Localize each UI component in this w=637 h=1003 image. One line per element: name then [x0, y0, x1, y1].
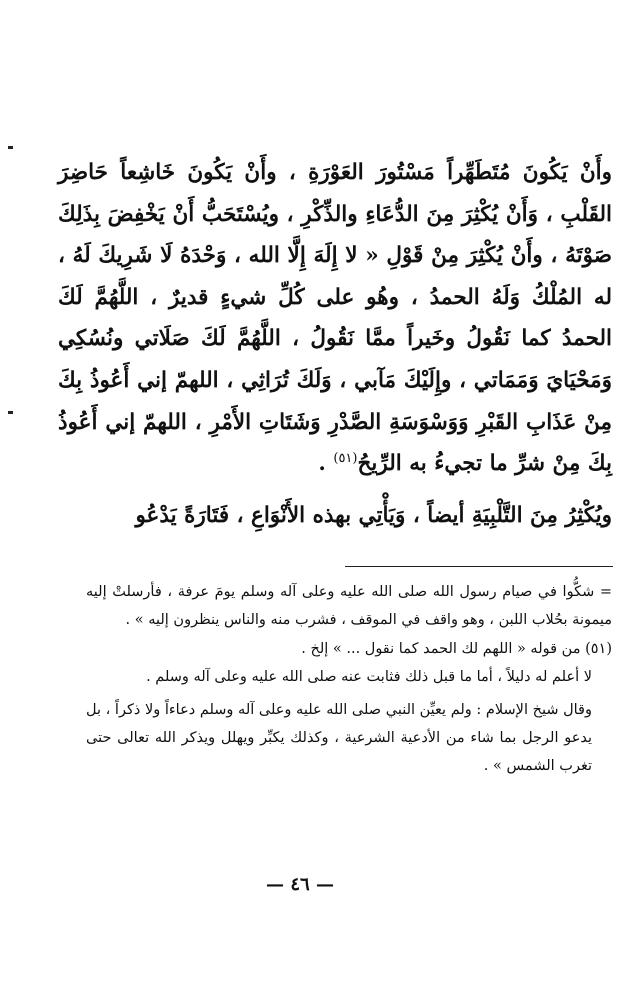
- footnote-separator: [345, 566, 613, 567]
- page-number: — ٤٦ —: [266, 874, 334, 895]
- main-paragraph-end: .: [318, 451, 334, 477]
- main-paragraph-text: وأَنْ يَكُونَ مُتَطَهِّراً مَسْتُورَ العَوْرَةِ ، وأَنْ يَكُونَ خَاشِعاً حَاضِرَ القَلْبِ ، وَأَنْ يُكْثِرَ مِنَ الدُّعَاءِ والذِّكْرِ ، ويُسْتَحَبُّ أَنْ يَخْفِضَ بِذَلِكَ صَوْتَهُ ، وأَنْ يُكْثِرَ مِنْ قَوْلِ « لا إِلَهَ إِلَّا الله ، وَحْدَهُ لَا شَرِيكَ لَهُ ، له المُلْكُ وَلَهُ الحمدُ ، وهُو على كُلِّ شيءٍ قديرٌ ، اللَّهُمَّ لَكَ الحمدُ كما نَقُولُ وخَيراً ممَّا نَقُولُ ، اللَّهُمَّ لَكَ صَلَاتي ونُسُكِي وَمَحْيَايَ وَمَمَاتي ، وإِلَيْكَ مَآبي ، وَلَكَ تُرَاثِي ، اللهمّ إني أَعُوذُ بِكَ مِنْ عَذَابِ القَبْرِ وَوَسْوَسَةِ الصَّدْرِ وَشَتَاتِ الأَمْرِ ، اللهمّ إني أَعُوذُ بِكَ مِنْ شرِّ ما تجيءُ به الرِّيحُ: [58, 160, 612, 477]
- footnote-51-heading: [86, 635, 612, 663]
- footnote-51-body: لا أعلم له دليلاً ، أما ما قبل ذلك فثابت عنه صلى الله عليه وعلى آله وسلم .: [146, 669, 592, 686]
- main-paragraph-second: ويُكْثِرُ مِنَ التَّلْبِيَةِ أيضاً ، وَيَأْتِي بهذه الأَنْوَاعِ ، فَتَارَةً يَدْعُو: [135, 502, 612, 528]
- scan-edge-mark: [8, 146, 13, 149]
- main-text: [58, 152, 612, 536]
- scan-edge-mark: [8, 411, 13, 414]
- footnote-51-label: (٥١): [585, 640, 612, 657]
- footnote-reference: (٥١): [333, 451, 358, 466]
- footnotes-section: [86, 578, 612, 781]
- main-paragraph: [58, 152, 612, 485]
- footnote-continuation: = شكُّوا في صيام رسول الله صلى الله عليه وعلى آله وسلم يومَ عرفة ، فأرسلتْ إليه ميمونة بحُلاب اللبن ، وهو واقف في الموقف ، فشرب منه والناس ينظرون إليه » .: [86, 584, 612, 629]
- footnote-sheikh-quote: وقال شيخ الإسلام : ولم يعيِّن النبي صلى الله عليه وعلى آله وسلم دعاءاً ولا ذكراً ، بل يدعو الرجل بما شاء من الأدعية الشرعية ، وكذلك يكبِّر ويهلل ويذكر الله تعالى حتى تغرب الشمس » .: [86, 701, 592, 775]
- footnote-51-text: من قوله « اللهم لك الحمد كما نقول ... » إلخ .: [301, 640, 581, 657]
